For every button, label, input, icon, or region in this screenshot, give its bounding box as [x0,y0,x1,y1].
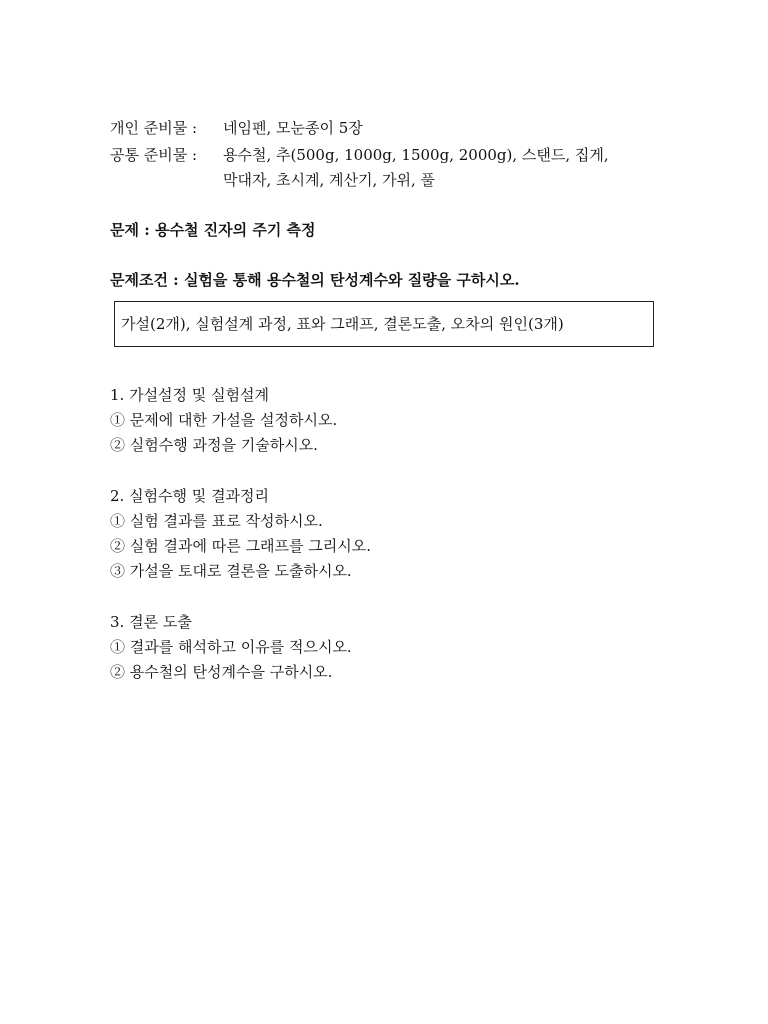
common-materials-line [110,145,609,165]
section-1-title: 1. 가설설정 및 실험설계 [110,386,270,404]
section-1-item-1: ① 문제에 대한 가설을 설정하시오. [110,411,338,429]
common-materials-items-continued: 막대자, 초시계, 계산기, 가위, 풀 [223,171,436,189]
requirements-text: 가설(2개), 실험설계 과정, 표와 그래프, 결론도출, 오차의 원인(3개) [121,315,564,333]
common-materials-items: 용수철, 추(500g, 1000g, 1500g, 2000g), 스탠드, 집게, [223,146,609,164]
section-2-item-1: ① 실험 결과를 표로 작성하시오. [110,512,323,530]
personal-materials-items: 네임펜, 모눈종이 5장 [223,119,363,137]
section-3-title: 3. 결론 도출 [110,613,192,631]
section-2-item-3: ③ 가설을 토대로 결론을 도출하시오. [110,562,352,580]
personal-materials-line [110,118,363,138]
section-2-item-2: ② 실험 결과에 따른 그래프를 그리시오. [110,537,371,555]
section-3-item-1: ① 결과를 해석하고 이유를 적으시오. [110,638,352,656]
common-materials-label: 공통 준비물 : [110,146,198,164]
requirements-box [114,301,654,347]
problem-title: 문제 : 용수철 진자의 주기 측정 [110,221,316,239]
section-3-item-2: ② 용수철의 탄성계수을 구하시오. [110,663,333,681]
problem-condition: 문제조건 : 실험을 통해 용수철의 탄성계수와 질량을 구하시오. [110,271,520,289]
section-1-item-2: ② 실험수행 과정을 기술하시오. [110,436,318,454]
section-2-title: 2. 실험수행 및 결과정리 [110,487,270,505]
personal-materials-label: 개인 준비물 : [110,119,198,137]
